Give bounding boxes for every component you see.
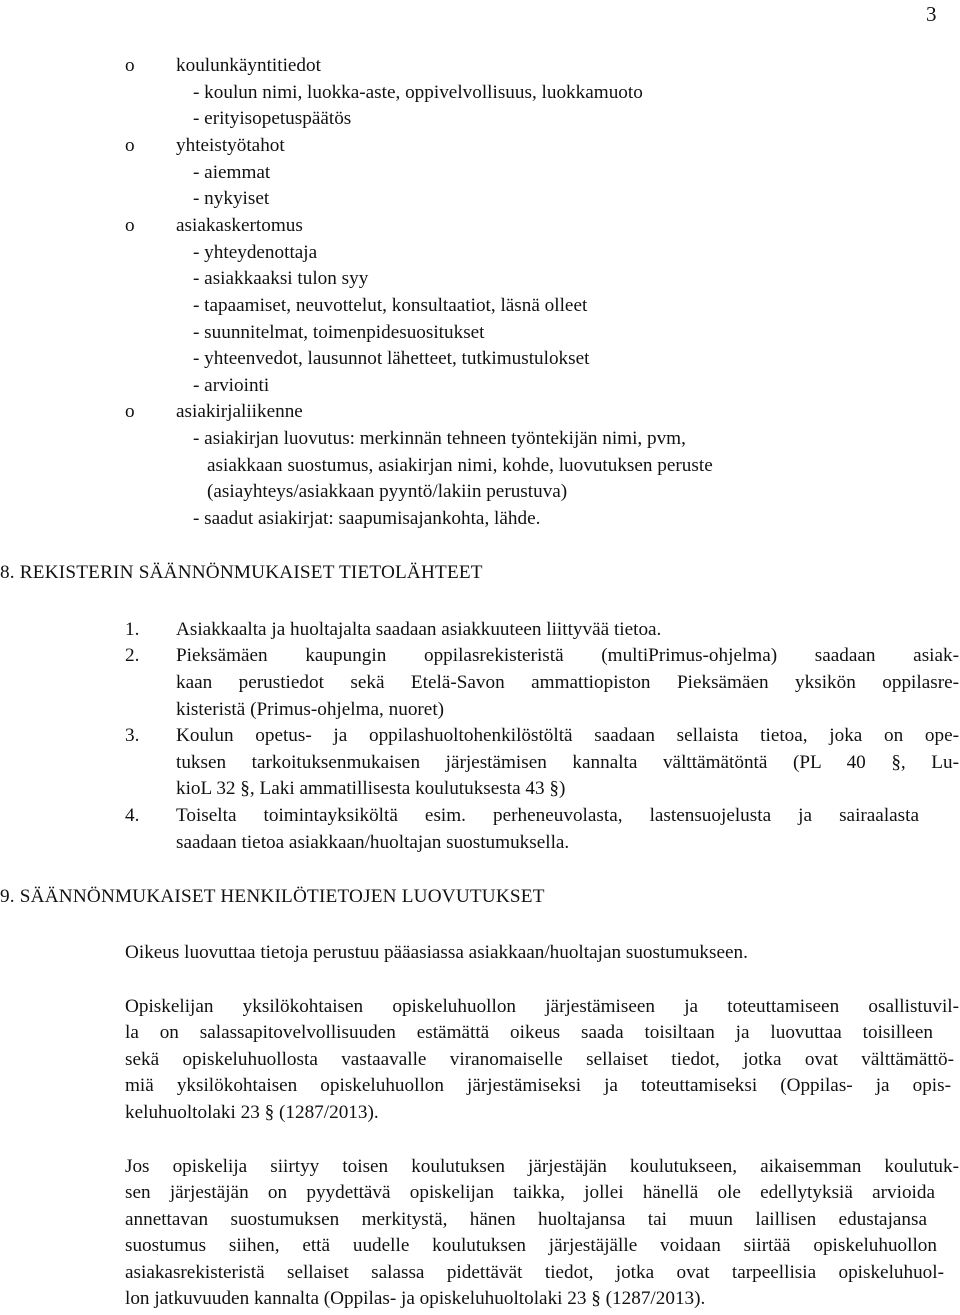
list-subitem: - erityisopetuspäätös [193,108,352,129]
list-group-title: koulunkäyntitiedot [176,55,321,76]
list-item: kisteristä (Primus-ohjelma, nuoret) [176,699,445,720]
paragraph-line: miä yksilökohtaisen opiskeluhuollon järjestämiseksi ja toteuttamiseksi (Oppilas- ja opis- [125,1075,951,1096]
list-item: tuksen tarkoituksenmukaisen järjestämisen kannalta välttämätöntä (PL 40 §, Lu- [176,752,959,773]
bullet-marker: o [125,215,135,236]
list-subitem: - koulun nimi, luokka-aste, oppivelvollisuus, luokkamuoto [193,82,643,103]
paragraph-line: sen järjestäjän on pyydettävä opiskelijan taikka, jollei hänellä ole edellytyksiä arvioida [125,1182,935,1203]
section-heading: 8. REKISTERIN SÄÄNNÖNMUKAISET TIETOLÄHTEET [0,562,483,583]
paragraph-line: Oikeus luovuttaa tietoja perustuu pääasiassa asiakkaan/huoltajan suostumukseen. [125,942,748,963]
paragraph-line: Opiskelijan yksilökohtaisen opiskeluhuollon järjestämiseen ja toteuttamiseen osallistuvil- [125,996,959,1017]
list-group-title: asiakirjaliikenne [176,401,303,422]
list-item: Pieksämäen kaupungin oppilasrekisteristä (multiPrimus-ohjelma) saadaan asiak- [176,645,959,666]
page-number: 3 [926,2,937,26]
list-subitem: - aiemmat [193,162,271,183]
list-subitem: - saadut asiakirjat: saapumisajankohta, lähde. [193,508,541,529]
list-number: 3. [125,725,140,746]
paragraph-line: annettavan suostumuksen merkitystä, hänen huoltajansa tai muun laillisen edustajansa [125,1209,927,1230]
list-subitem: - arviointi [193,375,270,396]
list-group-title: yhteistyötahot [176,135,285,156]
list-subitem: - asiakirjan luovutus: merkinnän tehneen työntekijän nimi, pvm, [193,428,686,449]
list-subitem: - suunnitelmat, toimenpidesuositukset [193,322,485,343]
section-heading: 9. SÄÄNNÖNMUKAISET HENKILÖTIETOJEN LUOVUTUKSET [0,886,545,907]
list-subitem: - tapaamiset, neuvottelut, konsultaatiot, läsnä olleet [193,295,588,316]
list-item: kaan perustiedot sekä Etelä-Savon ammattiopiston Pieksämäen yksikön oppilasre- [176,672,959,693]
paragraph-line: lon jatkuvuuden kannalta (Oppilas- ja opiskeluhuoltolaki 23 § (1287/2013). [125,1288,706,1309]
list-subitem: (asiayhteys/asiakkaan pyyntö/lakiin perustuva) [207,481,568,502]
paragraph-line: Jos opiskelija siirtyy toisen koulutuksen järjestäjän koulutukseen, aikaisemman koulutuk- [125,1156,959,1177]
list-subitem: - asiakkaaksi tulon syy [193,268,369,289]
paragraph-line: keluhuoltolaki 23 § (1287/2013). [125,1102,379,1123]
list-item: saadaan tietoa asiakkaan/huoltajan suostumuksella. [176,832,570,853]
list-group-title: asiakaskertomus [176,215,303,236]
list-number: 4. [125,805,140,826]
list-subitem: - yhteydenottaja [193,242,318,263]
list-subitem: - yhteenvedot, lausunnot lähetteet, tutkimustulokset [193,348,590,369]
list-number: 1. [125,619,140,640]
bullet-marker: o [125,401,135,422]
paragraph-line: suostumus siihen, että uudelle koulutuksen järjestäjälle voidaan siirtää opiskeluhuollon [125,1235,937,1256]
list-item: Koulun opetus- ja oppilashuoltohenkilöstöltä saadaan sellaista tietoa, joka on ope- [176,725,959,746]
list-item: Asiakkaalta ja huoltajalta saadaan asiakkuuteen liittyvää tietoa. [176,619,662,640]
paragraph-line: la on salassapitovelvollisuuden estämättä oikeus saada toisiltaan ja luovuttaa toisilleen [125,1022,933,1043]
bullet-marker: o [125,55,135,76]
list-subitem: - nykyiset [193,188,270,209]
paragraph-line: asiakasrekisteristä sellaiset salassa pidettävät tiedot, jotka ovat tarpeellisia opiskeluhuol- [125,1262,944,1283]
list-item: Toiselta toimintayksiköltä esim. perheneuvolasta, lastensuojelusta ja sairaalasta [176,805,919,826]
list-item: kioL 32 §, Laki ammatillisesta koulutuksesta 43 §) [176,778,566,799]
list-number: 2. [125,645,140,666]
list-subitem: asiakkaan suostumus, asiakirjan nimi, kohde, luovutuksen peruste [207,455,713,476]
bullet-marker: o [125,135,135,156]
paragraph-line: sekä opiskeluhuollosta vastaavalle viranomaiselle sellaiset tiedot, jotka ovat välttämättö- [125,1049,954,1070]
